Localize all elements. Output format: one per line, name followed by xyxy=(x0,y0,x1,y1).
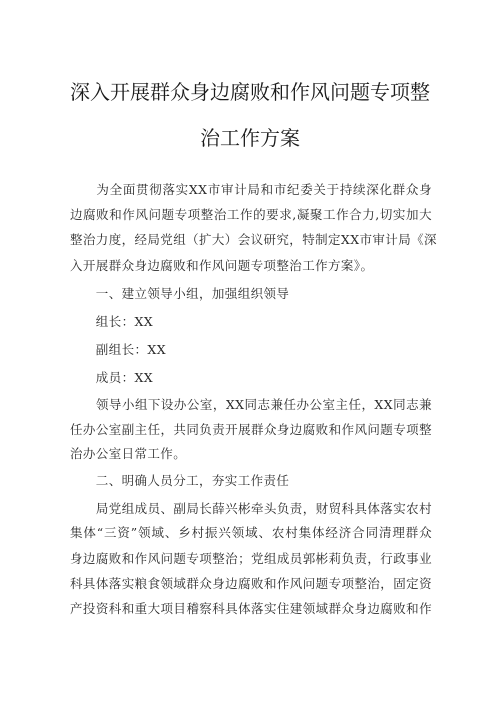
paragraph-duties-line: 局党组成员、副局长薛兴彬牵头负责，财贸科具体落实农村 xyxy=(70,501,432,516)
paragraph-intro-line: 入开展群众身边腐败和作风问题专项整治工作方案》。 xyxy=(70,258,374,273)
paragraph-intro-line: 整治力度，经局党组（扩大）会议研究，特制定XX市审计局《深 xyxy=(70,232,437,247)
paragraph-office-line: 治办公室日常工作。 xyxy=(70,446,187,461)
document-title-line-2: 治工作方案 xyxy=(200,126,300,150)
paragraph-duties-line: 身边腐败和作风问题专项整治；党组成员郭彬莉负责，行政事业 xyxy=(70,551,432,566)
deputy-leader-line: 副组长：XX xyxy=(70,342,166,357)
document-title-line-1: 深入开展群众身边腐败和作风问题专项整 xyxy=(70,80,430,104)
paragraph-duties-line: 科具体落实粮食领域群众身边腐败和作风问题专项整治，固定资 xyxy=(70,576,432,591)
leader-line: 组长：XX xyxy=(70,314,154,329)
section-heading-2: 二、明确人员分工，夯实工作责任 xyxy=(70,473,290,488)
section-heading-1: 一、建立领导小组，加强组织领导 xyxy=(70,286,290,301)
members-line: 成员：XX xyxy=(70,370,154,385)
paragraph-duties-line: 集体“三资”领域、乡村振兴领域、农村集体经济合同清理群众 xyxy=(70,525,432,540)
paragraph-intro-line: 为全面贯彻落实XX市审计局和市纪委关于持续深化群众身 xyxy=(70,182,432,197)
paragraph-office-line: 领导小组下设办公室，XX同志兼任办公室主任，XX同志兼 xyxy=(70,397,432,412)
paragraph-intro-line: 边腐败和作风问题专项整治工作的要求,凝聚工作合力,切实加大 xyxy=(70,207,432,222)
paragraph-duties-line: 产投资科和重大项目稽察科具体落实住建领域群众身边腐败和作 xyxy=(70,601,432,616)
paragraph-office-line: 任办公室副主任，共同负责开展群众身边腐败和作风问题专项整 xyxy=(70,422,432,437)
